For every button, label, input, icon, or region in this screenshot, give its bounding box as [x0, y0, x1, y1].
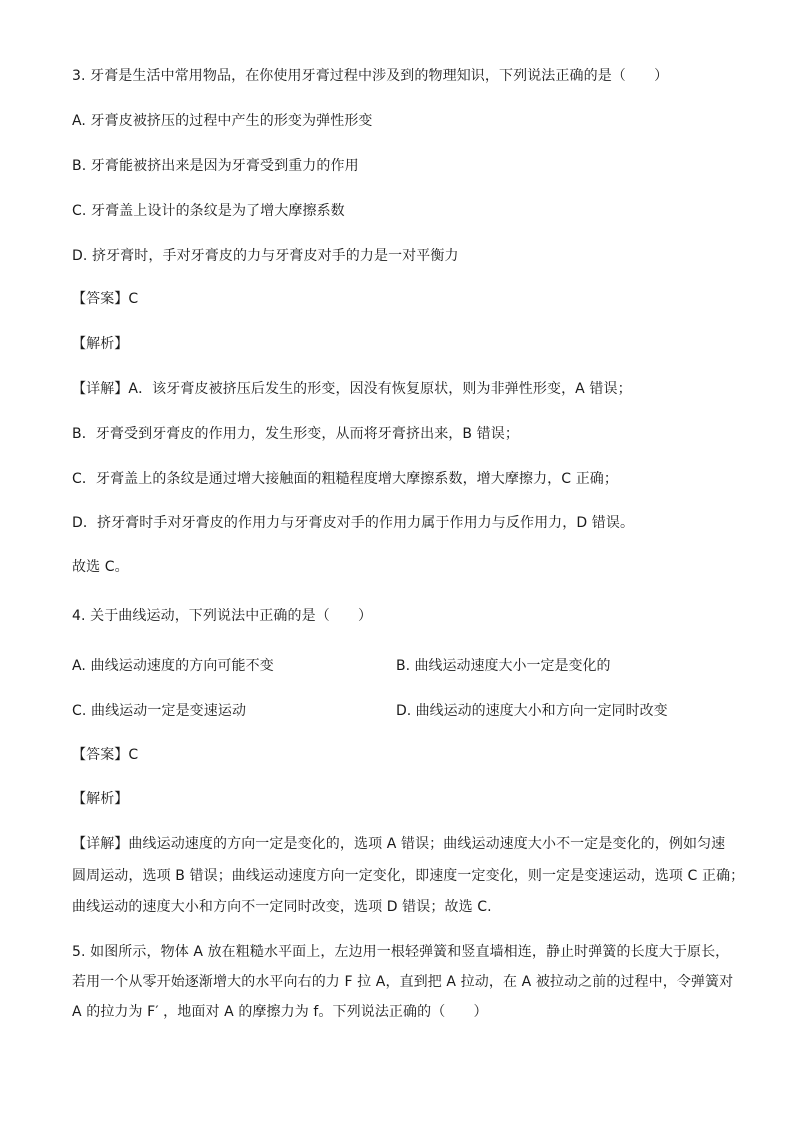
question-4-stem: 4. 关于曲线运动，下列说法中正确的是（ ） — [72, 608, 373, 624]
question-3-option-a: A. 牙膏皮被挤压的过程中产生的形变为弹性形变 — [72, 113, 373, 129]
question-4-detail-line: 圆周运动，选项 B 错误；曲线运动速度方向一定变化，即速度一定变化，则一定是变速运动，选项 C 正确； — [72, 868, 745, 884]
question-4-option-c: C. 曲线运动一定是变速运动 — [72, 703, 247, 719]
question-4-option-b: B. 曲线运动速度大小一定是变化的 — [396, 658, 611, 674]
question-3-option-d: D. 挤牙膏时，手对牙膏皮的力与牙膏皮对手的力是一对平衡力 — [72, 248, 459, 264]
question-3-conclusion: 故选 C。 — [72, 559, 129, 575]
question-3-option-c: C. 牙膏盖上设计的条纹是为了增大摩擦系数 — [72, 203, 345, 219]
question-5-stem-line: 5. 如图所示，物体 A 放在粗糙水平面上，左边用一根轻弹簧和竖直墙相连，静止时弹簧的长度大于原长， — [72, 944, 730, 960]
question-3-analysis-label: 【解析】 — [72, 336, 129, 352]
question-4-option-d: D. 曲线运动的速度大小和方向一定同时改变 — [396, 703, 668, 719]
question-3-answer: 【答案】C — [72, 291, 139, 307]
question-3-detail-line: D．挤牙膏时手对牙膏皮的作用力与牙膏皮对手的作用力属于作用力与反作用力，D 错误。 — [72, 515, 635, 531]
question-4-analysis-label: 【解析】 — [72, 791, 129, 807]
question-4-answer: 【答案】C — [72, 747, 139, 763]
question-4-detail-line: 【详解】曲线运动速度的方向一定是变化的，选项 A 错误；曲线运动速度大小不一定是变化的，例如匀速 — [72, 836, 726, 852]
question-4-detail-line: 曲线运动的速度大小和方向不一定同时改变，选项 D 错误；故选 C. — [72, 899, 492, 915]
question-3-detail-line: 【详解】A．该牙膏皮被挤压后发生的形变，因没有恢复原状，则为非弹性形变，A 错误； — [72, 381, 632, 397]
question-3-detail-line: C．牙膏盖上的条纹是通过增大接触面的粗糙程度增大摩擦系数，增大摩擦力，C 正确； — [72, 471, 618, 487]
question-3-detail-line: B．牙膏受到牙膏皮的作用力，发生形变，从而将牙膏挤出来，B 错误； — [72, 426, 519, 442]
question-3-stem: 3. 牙膏是生活中常用物品，在你使用牙膏过程中涉及到的物理知识，下列说法正确的是（ ） — [72, 68, 669, 84]
question-5-stem-line: 若用一个从零开始逐渐增大的水平向右的力 F 拉 A，直到把 A 拉动，在 A 被拉动之前的过程中，令弹簧对 — [72, 974, 734, 990]
question-3-option-b: B. 牙膏能被挤出来是因为牙膏受到重力的作用 — [72, 158, 359, 174]
question-5-stem-line: A 的拉力为 F′ ，地面对 A 的摩擦力为 f。下列说法正确的（ ） — [72, 1004, 488, 1020]
question-4-option-a: A. 曲线运动速度的方向可能不变 — [72, 658, 274, 674]
